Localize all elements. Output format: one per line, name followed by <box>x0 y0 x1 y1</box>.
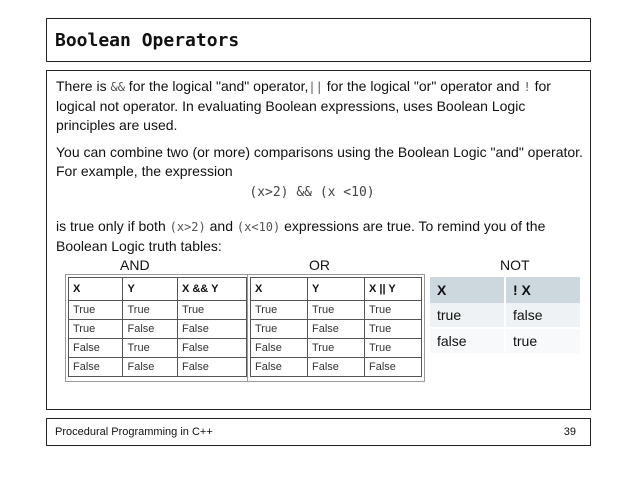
not-cell: false <box>430 328 505 353</box>
paragraph-combine: You can combine two (or more) comparisons using the Boolean Logic "and" operator. For example, the expression <box>56 144 583 179</box>
and-cell: True <box>123 301 177 320</box>
or-cell: True <box>251 320 308 339</box>
p1-text-1: There is <box>56 78 111 94</box>
p1-text-2: for the logical "and" operator, <box>124 78 309 94</box>
p3-text-3: expressions are true. To remind you of the Boolean Logic truth tables: <box>56 218 546 254</box>
or-header-cell: X || Y <box>365 278 422 301</box>
paragraph-operators <box>56 77 586 135</box>
and-cell: False <box>177 358 246 377</box>
slide-title-box <box>46 18 591 62</box>
or-cell: False <box>365 358 422 377</box>
p1-text-4: for logical not operator. In evaluating Boolean expressions, uses Boolean Logic principles are used. <box>56 78 551 133</box>
p3-text-1: is true only if both <box>56 218 170 234</box>
or-header-cell: X <box>251 278 308 301</box>
and-cell: False <box>177 339 246 358</box>
and-header-cell: Y <box>123 278 177 301</box>
not-header-cell: X <box>430 277 505 303</box>
and-cell: True <box>69 301 123 320</box>
table-row <box>251 320 422 339</box>
and-cell: True <box>123 339 177 358</box>
or-header-cell: Y <box>308 278 365 301</box>
and-truth-table <box>68 277 247 377</box>
page-number: 39 <box>563 426 576 438</box>
example-expression: (x>2) && (x <10) <box>249 185 375 200</box>
or-truth-table <box>250 277 422 377</box>
and-cell: False <box>123 320 177 339</box>
or-cell: True <box>251 301 308 320</box>
and-cell: True <box>177 301 246 320</box>
or-cell: True <box>308 339 365 358</box>
and-header-cell: X && Y <box>177 278 246 301</box>
table-row <box>251 358 422 377</box>
and-table-label: AND <box>120 257 150 273</box>
or-table-label: OR <box>309 257 330 273</box>
slide-title: Boolean Operators <box>55 30 240 51</box>
and-cell: False <box>69 339 123 358</box>
code-x-gt-2: (x>2) <box>169 220 206 234</box>
table-row <box>69 339 247 358</box>
or-cell: False <box>251 358 308 377</box>
or-cell: False <box>308 358 365 377</box>
paragraph-truth <box>56 217 586 256</box>
or-cell: True <box>365 339 422 358</box>
and-operator-code: && <box>110 80 125 94</box>
p1-text-3: for the logical "or" operator and <box>322 78 524 94</box>
not-header-cell: ! X <box>505 277 580 303</box>
and-cell: False <box>69 358 123 377</box>
table-row <box>69 358 247 377</box>
not-operator-code: ! <box>523 80 531 94</box>
or-cell: True <box>365 301 422 320</box>
content-box <box>46 70 591 410</box>
p3-text-2: and <box>205 218 237 234</box>
or-cell: True <box>365 320 422 339</box>
table-row <box>69 320 247 339</box>
table-row <box>430 328 580 353</box>
table-row <box>251 301 422 320</box>
footer-course-title: Procedural Programming in C++ <box>55 426 213 438</box>
and-header-cell: X <box>69 278 123 301</box>
and-cell: True <box>69 320 123 339</box>
or-cell: False <box>308 320 365 339</box>
and-cell: False <box>123 358 177 377</box>
footer <box>46 418 591 446</box>
not-cell: false <box>505 303 580 328</box>
not-cell: true <box>505 328 580 353</box>
code-x-lt-10: (x<10) <box>236 220 281 234</box>
not-truth-table <box>430 277 580 353</box>
not-cell: true <box>430 303 505 328</box>
or-cell: True <box>308 301 365 320</box>
or-cell: False <box>251 339 308 358</box>
or-operator-code: || <box>308 80 323 94</box>
table-row <box>69 301 247 320</box>
not-table-label: NOT <box>500 257 530 273</box>
and-cell: False <box>177 320 246 339</box>
table-row <box>430 303 580 328</box>
table-row <box>251 339 422 358</box>
